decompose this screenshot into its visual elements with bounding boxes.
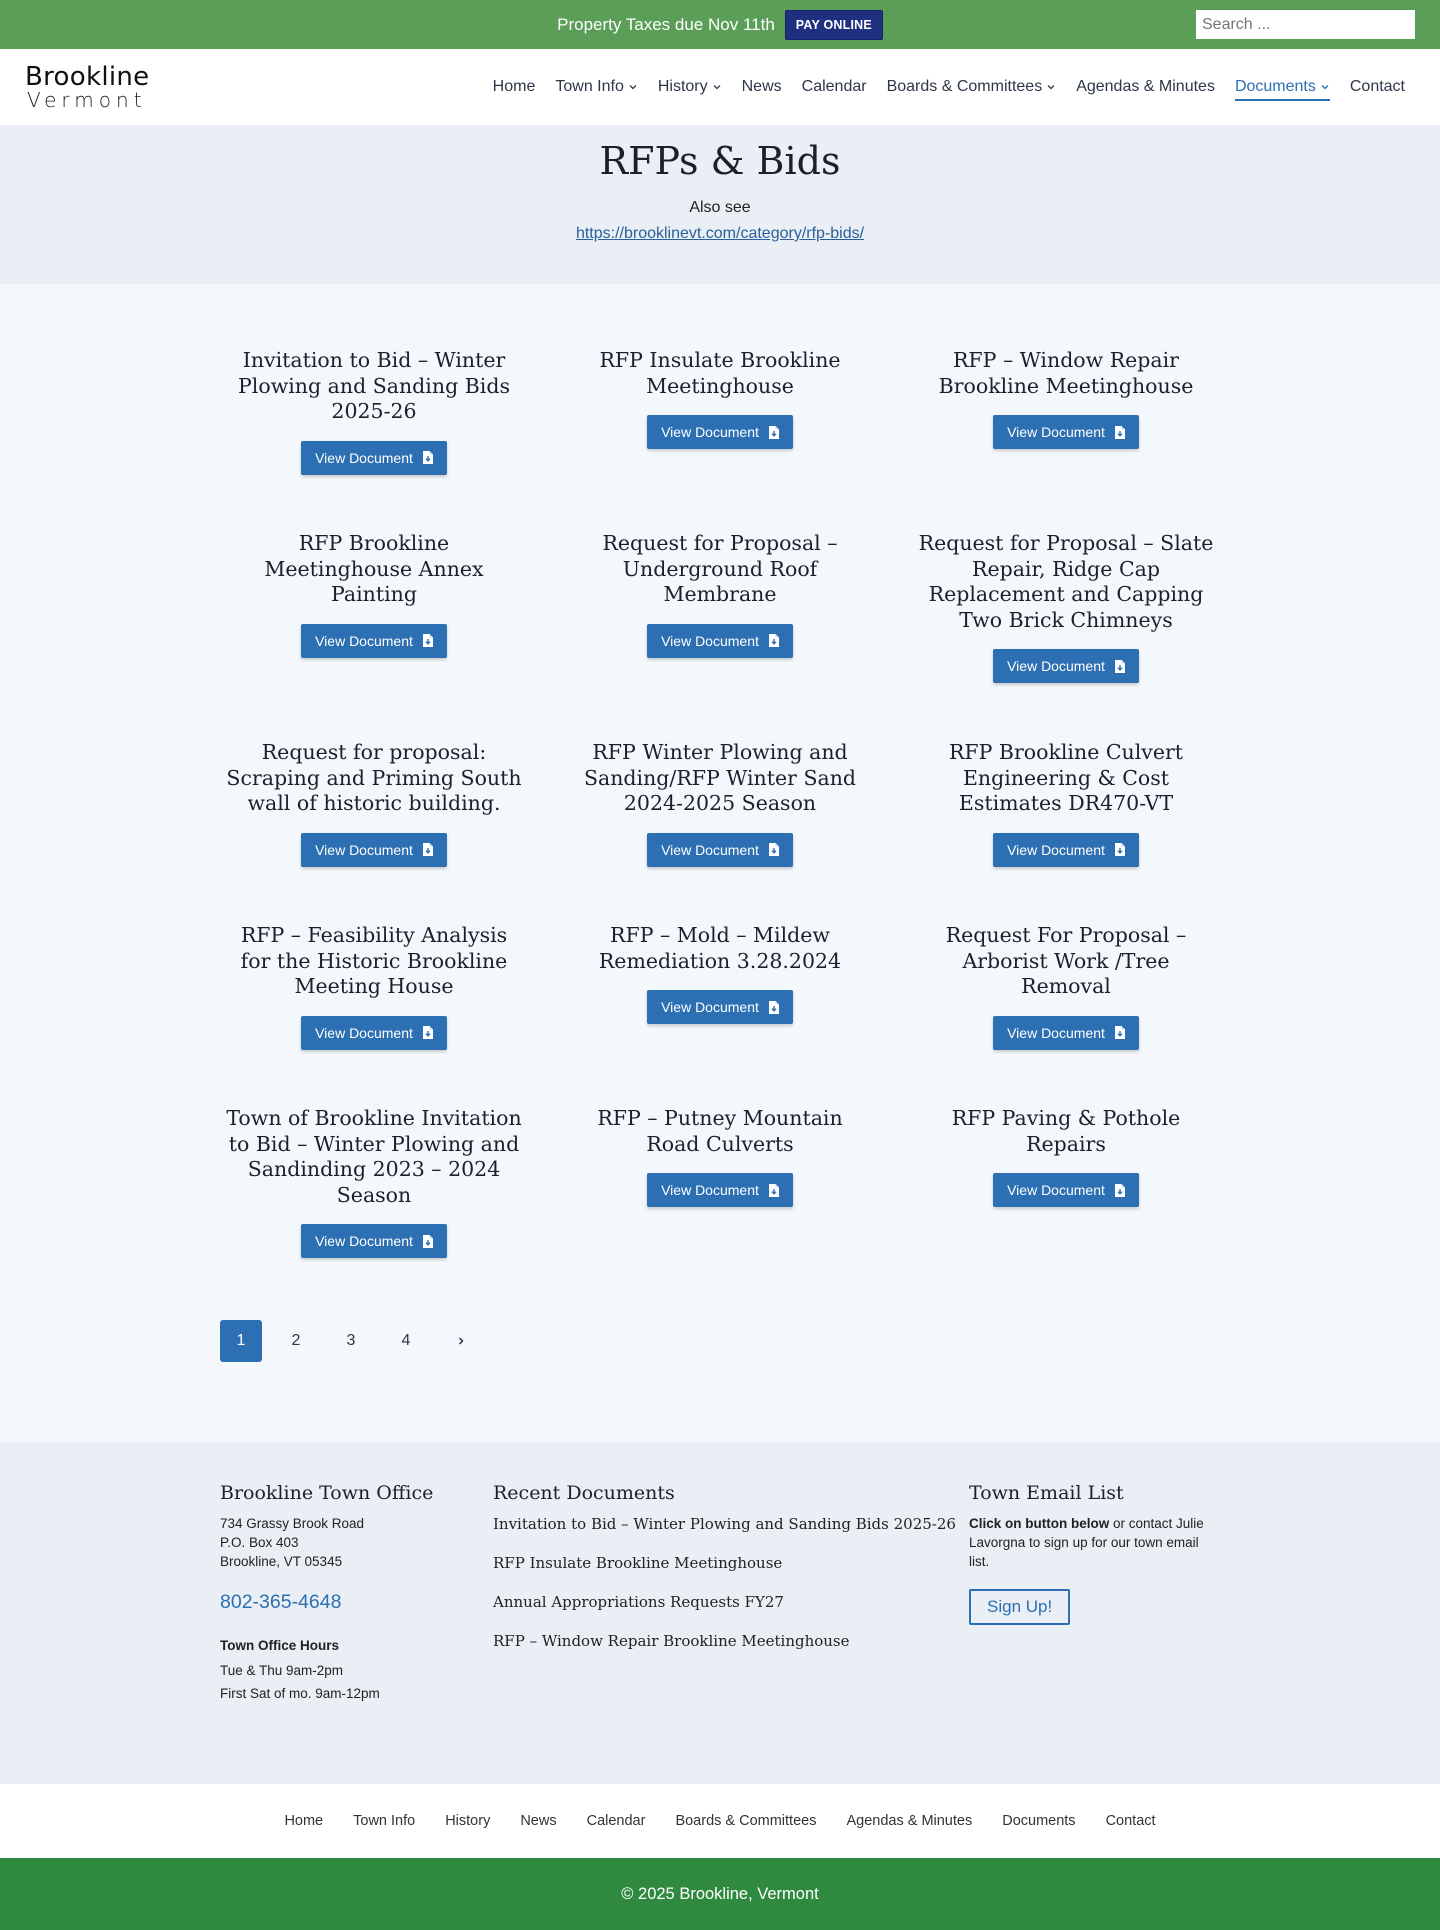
nav-item-label: History (657, 78, 708, 95)
search-input[interactable] (1202, 16, 1409, 34)
pay-online-button[interactable]: PAY ONLINE (785, 10, 883, 40)
document-card (566, 531, 874, 740)
document-card (220, 531, 528, 740)
file-download-icon (1115, 426, 1125, 439)
page-link[interactable]: 4 (401, 1332, 411, 1349)
file-download-icon (1115, 1184, 1125, 1197)
file-download-icon (769, 426, 779, 439)
view-document-label: View Document (661, 632, 759, 649)
nav-item-calendar[interactable] (792, 69, 877, 105)
logo-line2: Vermont (27, 88, 147, 112)
page-hero (0, 125, 1440, 284)
document-card (220, 923, 528, 1106)
documents-section (220, 284, 1220, 1442)
office-address (220, 1514, 493, 1571)
also-see-text: Also see (689, 199, 751, 216)
footer-nav (0, 1784, 1440, 1858)
site-logo[interactable] (25, 64, 149, 110)
recent-document-link[interactable]: RFP – Window Repair Brookline Meetinghouse (493, 1632, 850, 1650)
document-title[interactable]: Invitation to Bid – Winter Plowing and Sanding Bids 2025-26 (238, 348, 510, 423)
site-footer (0, 1442, 1440, 1784)
view-document-button[interactable] (301, 833, 447, 867)
nav-item-boards-and-committees[interactable] (877, 69, 1067, 105)
view-document-button[interactable] (647, 990, 793, 1024)
document-card (912, 923, 1220, 1106)
nav-item-documents[interactable] (1225, 69, 1340, 105)
footer-nav-calendar[interactable]: Calendar (586, 1813, 646, 1829)
nav-item-home[interactable] (483, 69, 546, 105)
nav-item-label: News (741, 78, 782, 95)
view-document-button[interactable] (647, 624, 793, 658)
document-card (220, 348, 528, 531)
view-document-label: View Document (661, 424, 759, 440)
address-line: Brookline, VT 05345 (220, 1554, 343, 1569)
view-document-label: View Document (1007, 1024, 1105, 1041)
view-document-button[interactable] (993, 1016, 1139, 1050)
view-document-label: View Document (315, 1233, 413, 1249)
file-download-icon (1115, 660, 1125, 673)
document-card (566, 348, 874, 531)
nav-item-label: Town Info (555, 78, 624, 95)
footer-columns (220, 1482, 1220, 1705)
email-title: Town Email List (969, 1482, 1124, 1504)
footer-email (969, 1482, 1220, 1705)
nav-item-agendas-and-minutes[interactable] (1066, 69, 1225, 105)
nav-item-town-info[interactable] (545, 69, 647, 105)
footer-nav-town-info[interactable]: Town Info (353, 1813, 416, 1829)
view-document-label: View Document (1007, 658, 1105, 674)
file-download-icon (769, 634, 779, 647)
email-text-rest: or contact Julie Lavorgna to sign up for our town email list. (969, 1516, 1204, 1569)
view-document-button[interactable] (993, 1173, 1139, 1207)
file-download-icon (423, 451, 433, 464)
nav-item-label: Documents (1234, 78, 1316, 95)
search-box (1196, 10, 1415, 39)
document-card (912, 740, 1220, 923)
document-title[interactable]: RFP – Mold – Mildew Remediation 3.28.2024 (598, 923, 842, 973)
view-document-button[interactable] (993, 649, 1139, 683)
recent-document-link[interactable]: RFP Insulate Brookline Meetinghouse (493, 1554, 783, 1572)
recent-documents-list (493, 1514, 969, 1651)
sign-up-button[interactable]: Sign Up! (969, 1589, 1070, 1625)
recent-document-link[interactable]: Invitation to Bid – Winter Plowing and Sanding Bids 2025-26 (493, 1515, 956, 1533)
chevron-down-icon (1320, 82, 1330, 92)
page-link[interactable]: 3 (346, 1332, 356, 1349)
view-document-label: View Document (1007, 1182, 1105, 1198)
file-download-icon (1115, 843, 1125, 856)
view-document-button[interactable] (993, 833, 1139, 867)
view-document-label: View Document (661, 841, 759, 858)
next-page-button[interactable] (440, 1320, 482, 1362)
hours-line: First Sat of mo. 9am-12pm (220, 1686, 380, 1701)
footer-office (220, 1482, 493, 1705)
chevron-down-icon (628, 82, 638, 92)
document-card (912, 348, 1220, 531)
email-text (969, 1514, 1220, 1571)
recent-document-link[interactable]: Annual Appropriations Requests FY27 (493, 1593, 784, 1611)
view-document-button[interactable] (301, 624, 447, 658)
office-title: Brookline Town Office (220, 1482, 434, 1504)
document-title[interactable]: RFP – Feasibility Analysis for the Historic Brookline Meeting House (240, 923, 508, 998)
footer-recent (493, 1482, 969, 1705)
documents-grid (220, 348, 1220, 1320)
document-title[interactable]: RFP – Window Repair Brookline Meetinghouse (938, 348, 1194, 398)
office-hours (220, 1659, 493, 1705)
site-header (0, 49, 1440, 125)
footer-nav-history[interactable]: History (445, 1813, 491, 1829)
document-title[interactable]: RFP Winter Plowing and Sanding/RFP Winter Sand 2024-2025 Season (583, 740, 857, 815)
document-card (220, 1106, 528, 1320)
file-download-icon (423, 843, 433, 856)
file-download-icon (769, 843, 779, 856)
document-title[interactable]: RFP – Putney Mountain Road Culverts (597, 1106, 843, 1156)
footer-nav-contact[interactable]: Contact (1105, 1813, 1156, 1829)
file-download-icon (423, 1026, 433, 1039)
view-document-label: View Document (661, 1182, 759, 1198)
recent-title: Recent Documents (493, 1482, 675, 1504)
file-download-icon (423, 1235, 433, 1248)
copyright-text: © 2025 Brookline, Vermont (621, 1884, 819, 1903)
copyright-bar (0, 1858, 1440, 1930)
footer-nav-documents[interactable]: Documents (1002, 1813, 1076, 1829)
nav-item-news[interactable] (732, 69, 792, 105)
document-title[interactable]: Request for Proposal – Underground Roof Membrane (602, 531, 838, 606)
footer-nav-home[interactable]: Home (284, 1813, 324, 1829)
view-document-button[interactable] (647, 1173, 793, 1207)
document-title[interactable]: RFP Brookline Meetinghouse Annex Painting (264, 531, 484, 606)
file-download-icon (423, 634, 433, 647)
chevron-right-icon (456, 1336, 466, 1346)
nav-item-label: Home (492, 78, 536, 95)
document-title[interactable]: Request for proposal: Scraping and Priming South wall of historic building. (226, 740, 522, 815)
document-title[interactable]: RFP Paving & Pothole Repairs (951, 1106, 1181, 1156)
hours-line: Tue & Thu 9am-2pm (220, 1663, 344, 1678)
file-download-icon (769, 1184, 779, 1197)
nav-item-contact[interactable] (1340, 69, 1415, 105)
announcement-bar (0, 0, 1440, 49)
hours-title: Town Office Hours (220, 1638, 340, 1653)
page-link[interactable]: 1 (220, 1320, 262, 1362)
document-title[interactable]: Request For Proposal – Arborist Work /Tree Removal (945, 923, 1187, 998)
file-download-icon (1115, 1026, 1125, 1039)
footer-nav-boards-and-committees[interactable]: Boards & Committees (675, 1813, 817, 1829)
chevron-down-icon (712, 82, 722, 92)
view-document-label: View Document (315, 841, 413, 858)
document-card (912, 1106, 1220, 1320)
document-card (566, 1106, 874, 1320)
view-document-label: View Document (315, 632, 413, 649)
nav-item-history[interactable] (648, 69, 732, 105)
document-card (566, 923, 874, 1106)
nav-item-label: Agendas & Minutes (1076, 78, 1215, 95)
document-card (220, 740, 528, 923)
document-title[interactable]: Request for Proposal – Slate Repair, Ridge Cap Replacement and Capping Two Brick Chimneys (918, 531, 1214, 632)
pagination (220, 1320, 1220, 1442)
announcement-text: Property Taxes due Nov 11th (557, 14, 775, 34)
page-link[interactable]: 2 (291, 1332, 301, 1349)
main-nav (483, 69, 1415, 105)
view-document-label: View Document (1007, 841, 1105, 858)
email-text-bold: Click on button below (969, 1516, 1110, 1531)
view-document-label: View Document (315, 1024, 413, 1041)
view-document-button[interactable] (301, 1016, 447, 1050)
nav-item-label: Boards & Committees (886, 78, 1043, 95)
footer-nav-news[interactable]: News (520, 1813, 557, 1829)
view-document-button[interactable] (301, 441, 447, 475)
view-document-label: View Document (661, 999, 759, 1015)
address-line: P.O. Box 403 (220, 1535, 299, 1550)
document-card (566, 740, 874, 923)
view-document-button[interactable] (647, 833, 793, 867)
footer-nav-agendas-and-minutes[interactable]: Agendas & Minutes (846, 1813, 973, 1829)
view-document-label: View Document (1007, 424, 1105, 440)
chevron-down-icon (1046, 82, 1056, 92)
rfp-bids-link[interactable]: https://brooklinevt.com/category/rfp-bids/ (575, 225, 865, 242)
document-title[interactable]: Town of Brookline Invitation to Bid – Winter Plowing and Sandinding 2023 – 2024 Season (226, 1106, 522, 1207)
document-title[interactable]: RFP Insulate Brookline Meetinghouse (599, 348, 841, 398)
document-title[interactable]: RFP Brookline Culvert Engineering & Cost Estimates DR470-VT (948, 740, 1184, 815)
view-document-button[interactable] (993, 415, 1139, 449)
office-phone[interactable]: 802-365-4648 (220, 1591, 342, 1613)
address-line: 734 Grassy Brook Road (220, 1516, 365, 1531)
view-document-label: View Document (315, 449, 413, 466)
document-card (912, 531, 1220, 740)
nav-item-label: Contact (1349, 78, 1405, 95)
page-title: RFPs & Bids (599, 139, 841, 183)
file-download-icon (769, 1001, 779, 1014)
nav-item-label: Calendar (801, 78, 867, 95)
view-document-button[interactable] (647, 415, 793, 449)
view-document-button[interactable] (301, 1224, 447, 1258)
logo-line1: Brookline (25, 62, 150, 92)
